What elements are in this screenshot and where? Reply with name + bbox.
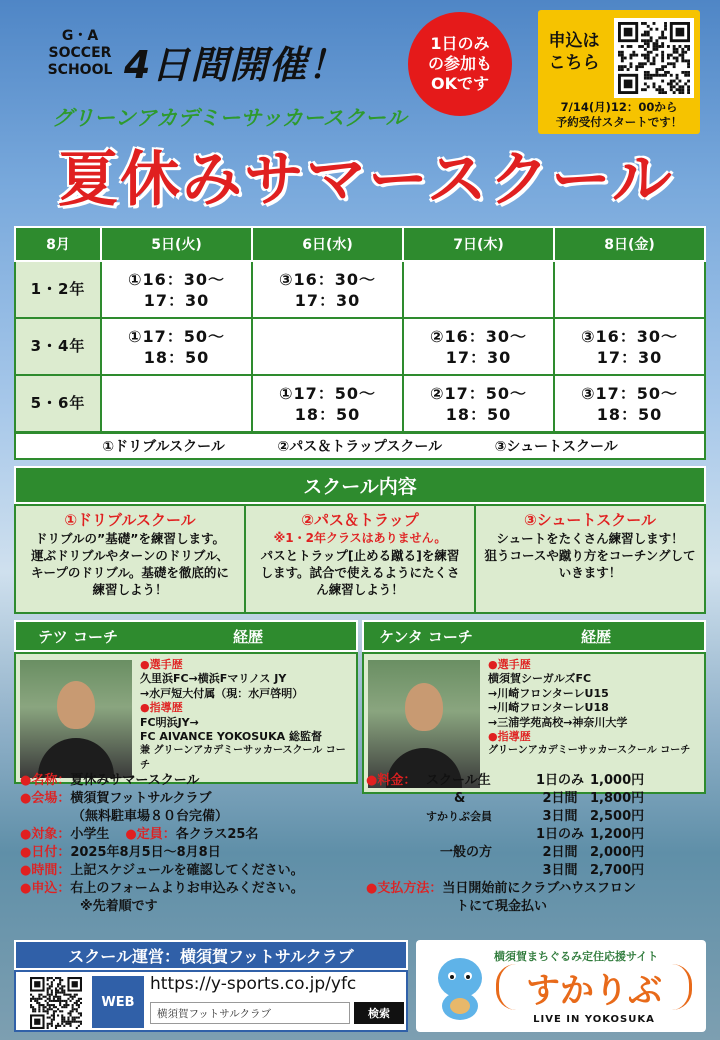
info-value: 各クラス25名 <box>175 827 259 842</box>
info-venue <box>20 790 364 808</box>
search-button[interactable]: 検索 <box>354 1002 404 1024</box>
content-note: ※1・2年クラスはありません。 <box>273 531 447 545</box>
coach-body <box>14 652 358 784</box>
coach-card-kenta <box>362 620 706 794</box>
content-line: ドリブルの”基礎”を練習します。 <box>35 531 225 546</box>
schedule-cell <box>554 261 705 318</box>
sukaribu-banner[interactable] <box>416 940 706 1032</box>
brand-line: G・A <box>61 28 99 44</box>
fee-key: ●料金： <box>366 773 417 788</box>
info-apply <box>20 880 364 898</box>
event-info <box>20 772 364 916</box>
schedule-cell <box>252 318 403 375</box>
career-line: 兼 グリーンアカデミーサッカースクール コーチ <box>140 745 346 771</box>
info-key: ●会場： <box>20 791 71 806</box>
sukaribu-tagline: 横須賀まちぐるみ定住応援サイト <box>494 950 659 963</box>
content-line: 練習しよう！ <box>92 582 168 597</box>
search-input[interactable] <box>150 1002 350 1024</box>
fee-group-label: スクール生 <box>426 773 491 788</box>
career-line: グリーンアカデミーサッカースクール コーチ <box>488 745 691 757</box>
time-end: 18：50 <box>294 404 361 424</box>
footer-operator <box>14 940 408 1032</box>
time-start: ①17：50〜 <box>278 383 377 403</box>
grade-cell: 1・2年 <box>15 261 101 318</box>
content-line: 狙うコースや蹴り方をコーチングして <box>484 548 696 563</box>
content-line: いきます！ <box>558 565 622 580</box>
time-end: 17：30 <box>143 290 210 310</box>
content-line: します。試合で使えるようにたくさ <box>260 565 460 580</box>
schedule-cell <box>101 261 252 318</box>
schedule-row <box>15 261 705 318</box>
career-line: →川崎フロンターレU15 <box>488 686 609 700</box>
info-key: ●定員： <box>125 827 176 842</box>
fee-key: ●支払方法： <box>366 881 443 896</box>
sukaribu-subtitle: LIVE IN YOKOSUKA <box>533 1014 655 1025</box>
headline: 4日間開催！ <box>124 43 347 87</box>
content-line: ん練習しよう！ <box>316 582 404 597</box>
career-line: →三浦学苑高校→神奈川大学 <box>488 715 628 729</box>
career-label: 経歴 <box>232 627 263 646</box>
payment-value: トにて現金払い <box>456 899 548 914</box>
career-list <box>136 654 356 782</box>
brand-line: SOCCER <box>48 45 112 61</box>
career-line: →川崎フロンターレU18 <box>488 701 609 715</box>
content-row <box>14 504 706 614</box>
info-value: 小学生 <box>70 827 110 842</box>
coach-name: テツ コーチ <box>37 627 119 646</box>
badge-line: 1日のみ <box>430 34 490 53</box>
content-shoot <box>476 506 704 612</box>
apply-box <box>538 10 700 134</box>
info-key: ●名称： <box>20 773 71 788</box>
fee-row <box>366 826 706 844</box>
info-value: 2025年8月5日〜8月8日 <box>70 845 221 860</box>
time-end: 18：50 <box>445 404 512 424</box>
fees <box>366 772 706 916</box>
fee-group-label: & <box>454 791 466 806</box>
footer-title: スクール運営：横須賀フットサルクラブ <box>14 940 408 970</box>
coach-header <box>362 620 706 652</box>
info-value: 横須賀フットサルクラブ <box>70 791 212 806</box>
fee-amount: 2,500円 <box>590 809 645 824</box>
fee-amount: 2,700円 <box>590 863 645 878</box>
single-day-badge <box>408 12 512 116</box>
career-line: 横須賀シーガルズFC <box>488 672 592 686</box>
fee-duration: 2日間 <box>542 845 578 860</box>
schedule-cell <box>554 375 705 432</box>
schedule-header: 6日(水) <box>252 227 403 261</box>
info-key: ●時間： <box>20 863 71 878</box>
info-key: ●申込： <box>20 881 71 896</box>
career-line: →水戸短大付属（現：水戸啓明） <box>140 686 304 700</box>
time-end: 17：30 <box>596 347 663 367</box>
grade-cell: 5・6年 <box>15 375 101 432</box>
time-start: ②17：50〜 <box>429 383 528 403</box>
fee-row <box>366 808 706 826</box>
fee-row <box>366 790 706 808</box>
time-start: ③16：30〜 <box>278 269 377 289</box>
time-start: ③17：50〜 <box>580 383 679 403</box>
coach-card-tetsu <box>14 620 358 784</box>
schedule-table <box>14 226 706 433</box>
qr-code-icon <box>30 977 82 1029</box>
info-value: 夏休みサマースクール <box>70 773 200 788</box>
fee-duration: 3日間 <box>542 809 578 824</box>
career-line: 久里浜FC→横浜Fマリノス JY <box>140 672 287 686</box>
fee-duration: 1日のみ <box>535 827 585 842</box>
career-heading: ●指導歴 <box>488 730 531 744</box>
fee-row <box>366 862 706 880</box>
badge-line: の参加も <box>427 54 492 73</box>
time-end: 17：30 <box>294 290 361 310</box>
fee-amount: 1,800円 <box>590 791 645 806</box>
coach-face-shape <box>405 683 443 731</box>
info-key: ●日付： <box>20 845 71 860</box>
schedule-cell <box>554 318 705 375</box>
info-value: （無料駐車場８０台完備） <box>72 809 229 824</box>
legend-item: ③シュートスクール <box>494 439 618 455</box>
time-end: 18：50 <box>143 347 210 367</box>
info-value: 上記スケジュールを確認してください。 <box>70 863 304 878</box>
info-target <box>20 826 364 844</box>
apply-note-line: 7/14(月)12：00から <box>560 100 678 114</box>
badge-line: OKです <box>430 74 489 93</box>
legend-item: ②パス＆トラップスクール <box>277 439 443 455</box>
fee-duration: 1日のみ <box>535 773 585 788</box>
info-name <box>20 772 364 790</box>
payment-value: 当日開始前にクラブハウスフロン <box>442 881 636 896</box>
page-title: 夏休みサマースクール <box>58 145 674 215</box>
grade-cell: 3・4年 <box>15 318 101 375</box>
time-start: ①17：50〜 <box>127 326 226 346</box>
apply-label-line: 申込は <box>548 31 600 51</box>
career-heading: ●指導歴 <box>140 701 183 715</box>
schedule-cell <box>403 318 554 375</box>
fee-duration: 3日間 <box>542 863 578 878</box>
coach-name: ケンタ コーチ <box>379 627 473 646</box>
mascot-icon <box>430 954 490 1022</box>
time-end: 17：30 <box>445 347 512 367</box>
footer-body <box>14 970 408 1032</box>
schedule-cell <box>101 318 252 375</box>
apply-label <box>546 30 602 74</box>
qr-code-icon <box>618 22 690 94</box>
payment-method <box>366 880 706 898</box>
fee-group-label: すかりぶ会員 <box>426 810 492 823</box>
info-value: ※先着順です <box>80 899 158 914</box>
schedule-header: 7日(木) <box>403 227 554 261</box>
fee-amount: 1,200円 <box>590 827 645 842</box>
schedule-cell <box>252 375 403 432</box>
career-line: FC明浜JY→ <box>140 715 199 729</box>
footer-qr-code[interactable] <box>30 977 82 1029</box>
fee-amount: 2,000円 <box>590 845 645 860</box>
info-key: ●対象： <box>20 827 71 842</box>
career-line: FC AIVANCE YOKOSUKA 総監督 <box>140 730 322 744</box>
time-start: ③16：30〜 <box>580 326 679 346</box>
schedule-cell <box>252 261 403 318</box>
schedule-cell <box>101 375 252 432</box>
fee-duration: 2日間 <box>542 791 578 806</box>
info-date <box>20 844 364 862</box>
sukaribu-logo: すかりぶ <box>496 964 692 1010</box>
academy-name: グリーンアカデミーサッカースクール <box>52 106 407 130</box>
fee-amount: 1,000円 <box>590 773 645 788</box>
info-time <box>20 862 364 880</box>
career-heading: ●選手歴 <box>488 658 531 671</box>
content-title: ①ドリブルスクール <box>64 511 196 529</box>
schedule-cell <box>403 375 554 432</box>
website-url[interactable]: https://y-sports.co.jp/yfc <box>150 974 357 994</box>
time-start: ②16：30〜 <box>429 326 528 346</box>
coach-photo <box>368 660 480 788</box>
content-heading: スクール内容 <box>14 466 706 504</box>
web-label: WEB <box>92 976 144 1028</box>
coach-photo <box>20 660 132 778</box>
content-line: キープのドリブル。基礎を徹底的に <box>31 565 229 580</box>
apply-note <box>538 100 700 130</box>
content-pass <box>246 506 476 612</box>
fee-group-label: 一般の方 <box>440 845 493 860</box>
apply-label-line: こちら <box>548 53 600 73</box>
legend-item: ①ドリブルスクール <box>102 439 225 455</box>
content-title: ③シュートスクール <box>524 511 656 529</box>
schedule-header: 5日(火) <box>101 227 252 261</box>
content-title: ②パス＆トラップ <box>301 511 419 529</box>
brand-line: SCHOOL <box>47 62 113 78</box>
mascot-drawing <box>430 954 490 1022</box>
schedule-header: 8日(金) <box>554 227 705 261</box>
career-heading: ●選手歴 <box>140 658 183 671</box>
content-dribble <box>16 506 246 612</box>
apply-qr-code[interactable] <box>614 18 694 98</box>
schedule-cell <box>403 261 554 318</box>
fee-row <box>366 844 706 862</box>
time-end: 18：50 <box>596 404 663 424</box>
info-value: 右上のフォームよりお申込みください。 <box>70 881 304 896</box>
apply-note-line: 予約受付スタートです！ <box>555 115 683 129</box>
schedule-legend <box>14 432 706 460</box>
brand-mark <box>40 28 120 79</box>
schedule-row <box>15 318 705 375</box>
schedule-header: 8月 <box>15 227 101 261</box>
coach-face-shape <box>57 681 95 729</box>
career-label: 経歴 <box>580 627 611 646</box>
content-line: シュートをたくさん練習します！ <box>496 531 684 546</box>
coach-header <box>14 620 358 652</box>
schedule-row <box>15 375 705 432</box>
time-start: ①16：30〜 <box>127 269 226 289</box>
fee-row <box>366 772 706 790</box>
schedule-header-row <box>15 227 705 261</box>
content-line: 運ぶドリブルやターンのドリブル、 <box>31 548 229 563</box>
content-line: パスとトラップ[止める蹴る]を練習 <box>260 548 460 563</box>
